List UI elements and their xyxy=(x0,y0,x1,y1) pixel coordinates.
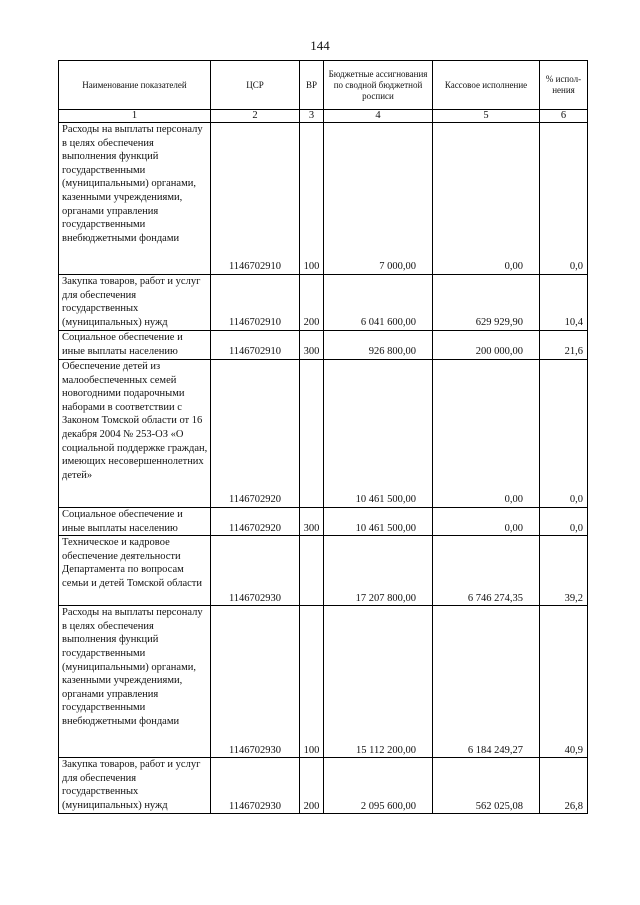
header-vr: ВР xyxy=(300,61,324,110)
row-budget: 926 800,00 xyxy=(324,331,433,360)
row-name: Социальное обеспечение и иные выплаты населению xyxy=(59,508,211,536)
row-csr: 1146702930 xyxy=(211,606,300,758)
column-number-row xyxy=(59,110,588,123)
table-header xyxy=(59,61,588,123)
row-budget: 2 095 600,00 xyxy=(324,758,433,814)
row-csr: 1146702910 xyxy=(211,331,300,360)
table-row xyxy=(59,123,588,275)
row-cash: 0,00 xyxy=(433,123,540,275)
row-csr: 1146702920 xyxy=(211,360,300,508)
table-row xyxy=(59,360,588,508)
column-number: 4 xyxy=(324,110,433,123)
row-name: Социальное обеспечение и иные выплаты населению xyxy=(59,331,211,360)
row-percent: 26,8 xyxy=(540,758,588,814)
row-name: Закупка товаров, работ и услуг для обеспечения государственных (муниципальных) нужд xyxy=(59,275,211,331)
row-vr xyxy=(300,536,324,606)
row-percent: 10,4 xyxy=(540,275,588,331)
row-vr: 200 xyxy=(300,758,324,814)
table-row xyxy=(59,275,588,331)
page-number: 144 xyxy=(310,38,330,53)
row-percent: 21,6 xyxy=(540,331,588,360)
row-percent: 0,0 xyxy=(540,508,588,536)
column-number: 1 xyxy=(59,110,211,123)
row-budget: 6 041 600,00 xyxy=(324,275,433,331)
row-percent: 0,0 xyxy=(540,360,588,508)
row-name: Обеспечение детей из малообеспеченных семей новогодними подарочными наборами в соответствии с Законом Томской области от 16 декабря 2004 № 253-ОЗ «О социальной поддержке граждан, имеющих несовершеннолетних детей» xyxy=(59,360,211,508)
header-row xyxy=(59,61,588,110)
header-percent: % испол-нения xyxy=(540,61,588,110)
column-number: 3 xyxy=(300,110,324,123)
row-percent: 39,2 xyxy=(540,536,588,606)
row-vr: 100 xyxy=(300,606,324,758)
header-budget: Бюджетные ассигнования по сводной бюджетной росписи xyxy=(324,61,433,110)
column-number: 6 xyxy=(540,110,588,123)
table-row xyxy=(59,606,588,758)
row-cash: 629 929,90 xyxy=(433,275,540,331)
table-row xyxy=(59,536,588,606)
row-name: Закупка товаров, работ и услуг для обеспечения государственных (муниципальных) нужд xyxy=(59,758,211,814)
row-budget: 7 000,00 xyxy=(324,123,433,275)
row-cash: 562 025,08 xyxy=(433,758,540,814)
row-vr xyxy=(300,360,324,508)
header-name: Наименование показателей xyxy=(59,61,211,110)
budget-execution-table xyxy=(58,60,588,814)
row-name: Расходы на выплаты персоналу в целях обеспечения выполнения функций государственными (муниципальными) органами, казенными учреждениями, органами управления государственными внебюджетными фондами xyxy=(59,123,211,275)
row-vr: 100 xyxy=(300,123,324,275)
row-vr: 300 xyxy=(300,331,324,360)
row-csr: 1146702910 xyxy=(211,123,300,275)
table-row xyxy=(59,758,588,814)
row-cash: 6 184 249,27 xyxy=(433,606,540,758)
row-cash: 200 000,00 xyxy=(433,331,540,360)
row-budget: 10 461 500,00 xyxy=(324,360,433,508)
row-name: Расходы на выплаты персоналу в целях обеспечения выполнения функций государственными (муниципальными) органами, казенными учреждениями, органами управления государственными внебюджетными фондами xyxy=(59,606,211,758)
row-vr: 200 xyxy=(300,275,324,331)
table-row xyxy=(59,331,588,360)
column-number: 2 xyxy=(211,110,300,123)
table-body xyxy=(59,123,588,814)
header-csr: ЦСР xyxy=(211,61,300,110)
row-csr: 1146702930 xyxy=(211,536,300,606)
row-cash: 0,00 xyxy=(433,360,540,508)
row-cash: 6 746 274,35 xyxy=(433,536,540,606)
row-csr: 1146702910 xyxy=(211,275,300,331)
row-csr: 1146702930 xyxy=(211,758,300,814)
row-budget: 10 461 500,00 xyxy=(324,508,433,536)
row-budget: 17 207 800,00 xyxy=(324,536,433,606)
table-row xyxy=(59,508,588,536)
header-cash: Кассовое исполнение xyxy=(433,61,540,110)
row-percent: 40,9 xyxy=(540,606,588,758)
row-cash: 0,00 xyxy=(433,508,540,536)
row-name: Техническое и кадровое обеспечение деятельности Департамента по вопросам семьи и детей Томской области xyxy=(59,536,211,606)
row-budget: 15 112 200,00 xyxy=(324,606,433,758)
row-percent: 0,0 xyxy=(540,123,588,275)
row-csr: 1146702920 xyxy=(211,508,300,536)
row-vr: 300 xyxy=(300,508,324,536)
column-number: 5 xyxy=(433,110,540,123)
